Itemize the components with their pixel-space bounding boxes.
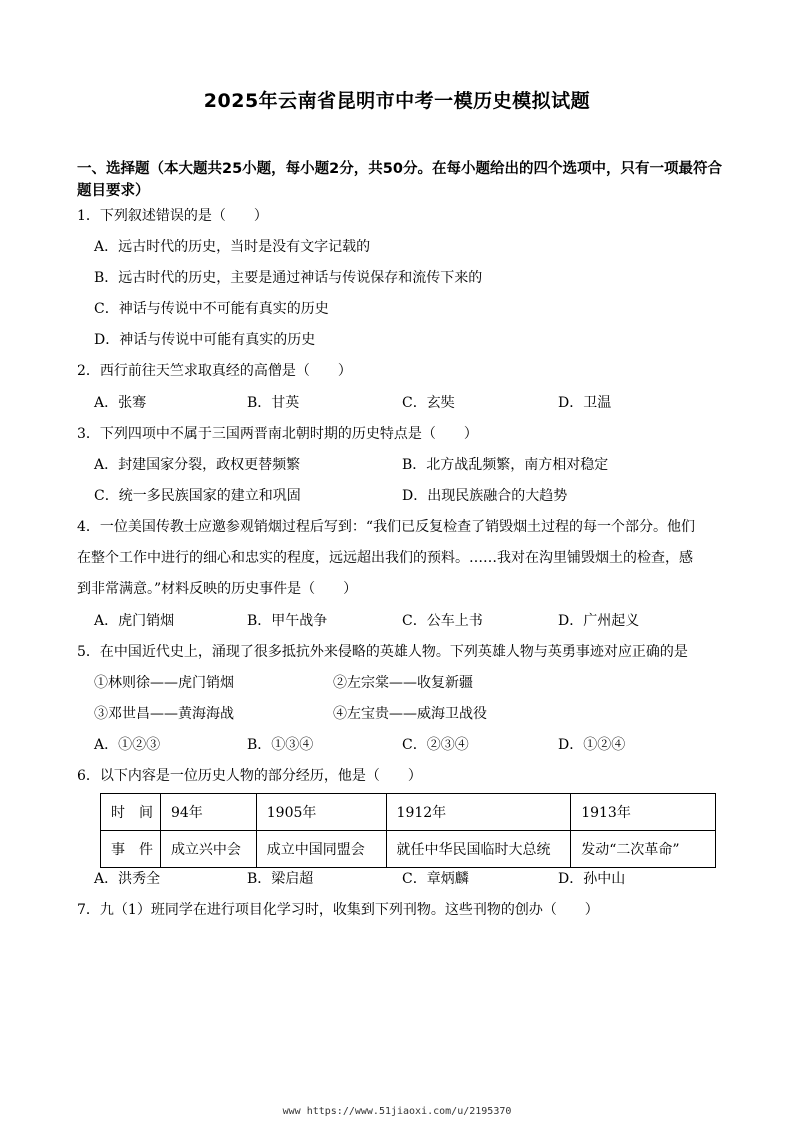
q2-stem: 2．西行前往天竺求取真经的高僧是（ ） <box>77 363 352 379</box>
q4-option-c: C．公车上书 <box>402 613 483 629</box>
q5-option-d: D．①②④ <box>558 737 626 753</box>
q1-option-b: B．远古时代的历史，主要是通过神话与传说保存和流传下来的 <box>94 270 483 286</box>
q6-option-b: B．梁启超 <box>247 871 314 887</box>
q3-stem: 3．下列四项中不属于三国两晋南北朝时期的历史特点是（ ） <box>77 426 478 442</box>
section-header: 一、选择题（本大题共25小题，每小题2分，共50分。在每小题给出的四个选项中，只有一项最符合题目要求） <box>77 161 722 199</box>
q5-item-4: ④左宝贵——威海卫战役 <box>333 706 487 722</box>
table-cell: 发动“二次革命” <box>571 831 716 868</box>
q3-option-b: B．北方战乱频繁，南方相对稳定 <box>402 457 609 473</box>
q3-option-a: A．封建国家分裂，政权更替频繁 <box>94 457 301 473</box>
page-title: 2025年云南省昆明市中考一模历史模拟试题 <box>203 90 591 112</box>
q2-option-d: D．卫温 <box>558 395 612 411</box>
footer-watermark-url: www https://www.51jiaoxi.com/u/2195370 <box>282 1106 512 1117</box>
table-cell: 1905年 <box>256 794 386 831</box>
q2-option-b: B．甘英 <box>247 395 300 411</box>
q5-item-2: ②左宗棠——收复新疆 <box>333 675 473 691</box>
q4-stem-line3: 到非常满意。”材料反映的历史事件是（ ） <box>77 581 358 597</box>
q5-item-1: ①林则徐——虎门销烟 <box>94 675 234 691</box>
table-cell: 1912年 <box>386 794 571 831</box>
q1-option-c: C．神话与传说中不可能有真实的历史 <box>94 301 329 317</box>
q6-option-d: D．孙中山 <box>558 871 626 887</box>
table-row <box>101 794 716 831</box>
q4-stem-line2: 在整个工作中进行的细心和忠实的程度，远远超出我们的预料。……我对在沟里铺毁烟土的检查，感 <box>77 550 693 566</box>
q1-option-a: A．远古时代的历史，当时是没有文字记载的 <box>94 239 371 255</box>
q4-stem-line1: 4．一位美国传教士应邀参观销烟过程后写到：“我们已反复检查了销毁烟土过程的每一个部分。他们 <box>77 519 696 535</box>
table-cell: 就任中华民国临时大总统 <box>386 831 571 868</box>
q4-option-a: A．虎门销烟 <box>94 613 175 629</box>
q4-option-b: B．甲午战争 <box>247 613 328 629</box>
table-cell: 成立中国同盟会 <box>256 831 386 868</box>
q5-stem: 5．在中国近代史上，涌现了很多抵抗外来侵略的英雄人物。下列英雄人物与英勇事迹对应正确的是 <box>77 644 688 660</box>
q6-option-c: C．章炳麟 <box>402 871 469 887</box>
table-row <box>101 831 716 868</box>
q3-option-c: C．统一多民族国家的建立和巩固 <box>94 488 301 504</box>
q2-option-a: A．张骞 <box>94 395 147 411</box>
q2-option-c: C．玄奘 <box>402 395 455 411</box>
table-cell: 时 间 <box>101 794 161 831</box>
q5-option-a: A．①②③ <box>94 737 161 753</box>
q5-item-3: ③邓世昌——黄海海战 <box>94 706 234 722</box>
q6-stem: 6．以下内容是一位历史人物的部分经历，他是（ ） <box>77 768 422 784</box>
table-cell: 94年 <box>160 794 256 831</box>
table-cell: 1913年 <box>571 794 716 831</box>
q1-option-d: D．神话与传说中可能有真实的历史 <box>94 332 316 348</box>
table-cell: 成立兴中会 <box>160 831 256 868</box>
q3-option-d: D．出现民族融合的大趋势 <box>402 488 568 504</box>
table-cell: 事 件 <box>101 831 161 868</box>
q4-option-d: D．广州起义 <box>558 613 640 629</box>
q1-stem: 1．下列叙述错误的是（ ） <box>77 208 268 224</box>
q5-option-b: B．①③④ <box>247 737 314 753</box>
q6-option-a: A．洪秀全 <box>94 871 161 887</box>
q6-timeline-table <box>100 793 716 868</box>
q7-stem: 7．九（1）班同学在进行项目化学习时，收集到下列刊物。这些刊物的创办（ ） <box>77 902 599 918</box>
q5-option-c: C．②③④ <box>402 737 469 753</box>
